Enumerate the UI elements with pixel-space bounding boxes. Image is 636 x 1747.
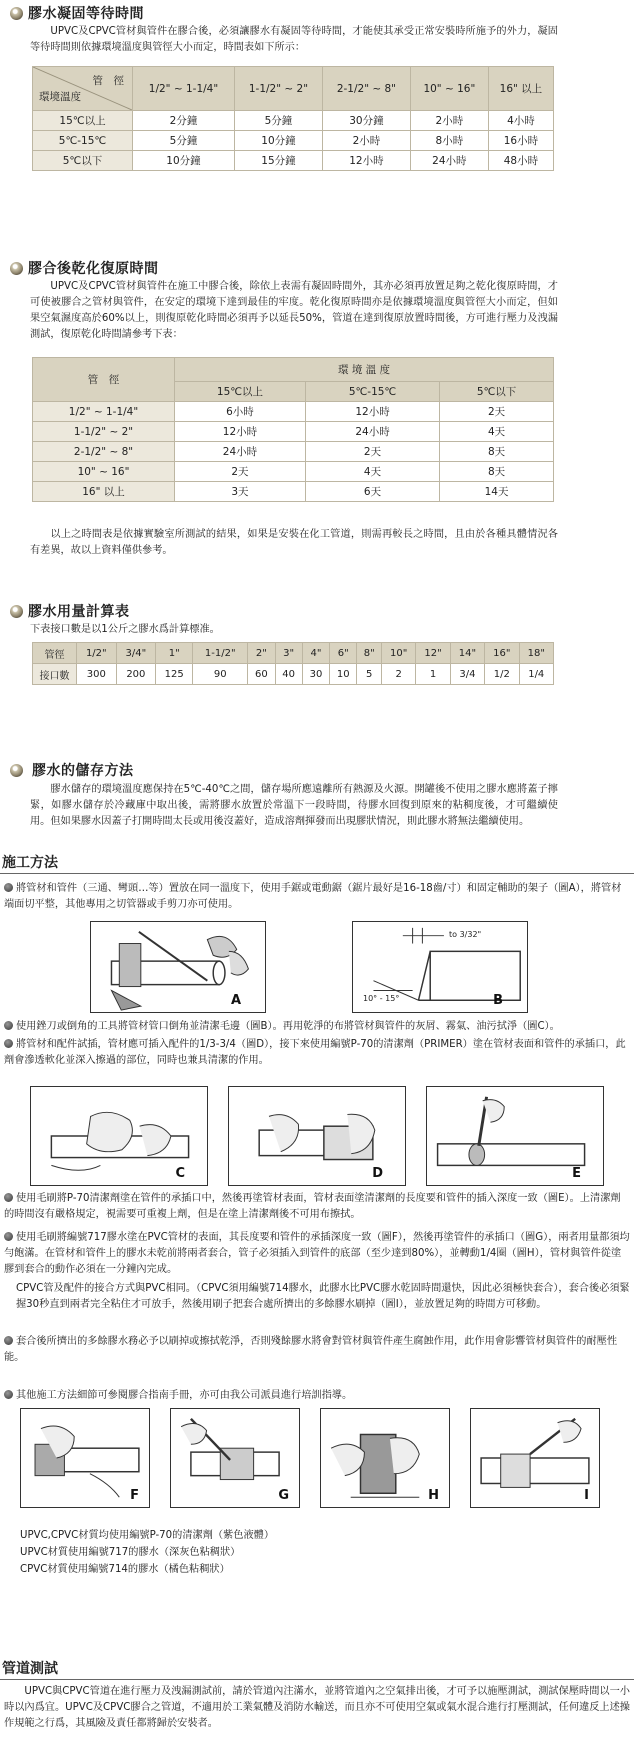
row-label: 1-1/2" ~ 2" [33, 422, 175, 442]
test-paragraph [4, 1684, 630, 1732]
table-cell: 30 [302, 664, 329, 685]
row-label: 15℃以上 [33, 111, 133, 131]
figure-g [170, 1408, 300, 1508]
table-cell: 6天 [305, 482, 439, 502]
row-label: 16" 以上 [33, 482, 175, 502]
method-step [4, 1334, 630, 1366]
table-row [33, 664, 554, 685]
table-cell: 14天 [440, 482, 554, 502]
table-cell: 125 [156, 664, 193, 685]
drying-note-text: 以上之時間表是依據實驗室所測試的結果，如果是安裝在化工管道，則需再較長之時間，且由於各種具體情況各有差異，故以上資料僅供參考。 [30, 529, 558, 556]
table-cell: 10" [382, 643, 416, 664]
table-cell: 3/4" [116, 643, 156, 664]
method-step [4, 1191, 630, 1223]
table-cell: 24小時 [175, 442, 306, 462]
table-cell: 60 [248, 664, 275, 685]
drying-subcol: 5℃以下 [440, 382, 554, 402]
table-cell: 2天 [305, 442, 439, 462]
table-cell: 2天 [175, 462, 306, 482]
bullet-dot-icon [4, 1390, 13, 1399]
method-step [4, 1019, 630, 1035]
curing-time-table [32, 66, 554, 171]
table-cell: 18" [519, 643, 553, 664]
table-cell: 2天 [440, 402, 554, 422]
bullet-dot-icon [4, 1193, 13, 1202]
storage-text: 膠水儲存的環境溫度應保持在5℃-40℃之間，儲存場所應遠離所有熱源及火源。開罐後不使用之膠水應將蓋子擰緊，如膠水儲存於冷藏庫中取出後，需將膠水放置於常溫下一段時間，待膠水回復到原來的粘稠度後，才可繼續使用。但如果膠水因蓋子打開時間太長或用後沒蓋好，造成溶劑揮發而出現膠狀情況，則此膠水將無法繼續使用。 [30, 784, 558, 827]
drying-header-env: 環 境 溫 度 [175, 358, 554, 382]
table-cell: 1/2 [485, 664, 519, 685]
section-bullet-icon [10, 7, 23, 20]
table-cell: 4天 [440, 422, 554, 442]
glue-usage-table [32, 642, 554, 685]
method-step-cpvc: CPVC管及配件的接合方式與PVC相同。（CPVC須用編號714膠水，此膠水比PVC膠水乾固時間還快，因此必須極快套合），套合後必須緊握30秒直到兩者完全粘住才可放手，然後用刷子把套合處所擠出的多餘膠水刷掉（圖I），並放置足夠的時間方可移動。 [16, 1283, 630, 1310]
drying-note [30, 527, 558, 559]
row-label: 5℃-15℃ [33, 131, 133, 151]
bullet-dot-icon [4, 1039, 13, 1048]
table-row [33, 482, 554, 502]
method-step [4, 1230, 630, 1278]
table-cell: 16小時 [488, 131, 553, 151]
table-cell: 10分鐘 [234, 131, 322, 151]
row-label: 2-1/2" ~ 8" [33, 442, 175, 462]
table-row [33, 462, 554, 482]
table-cell: 2小時 [322, 131, 410, 151]
figure-h [320, 1408, 450, 1508]
curing-col-header: 10" ~ 16" [410, 67, 488, 111]
curing-col-header: 1/2" ~ 1-1/4" [133, 67, 235, 111]
table-cell: 1/4 [519, 664, 553, 685]
method-step [4, 1037, 630, 1069]
table-cell: 1 [416, 664, 450, 685]
table-row [33, 151, 554, 171]
drying-subcol: 15℃以上 [175, 382, 306, 402]
figure-d [228, 1086, 406, 1186]
table-cell: 1" [156, 643, 193, 664]
table-cell: 4天 [305, 462, 439, 482]
method-step-text: 其他施工方法細節可參閱膠合指南手冊，亦可由我公司派員進行培訓指導。 [16, 1390, 353, 1401]
table-cell: 12" [416, 643, 450, 664]
bullet-dot-icon [4, 883, 13, 892]
section-title-drying: 膠合後乾化復原時間 [28, 261, 159, 277]
table-cell: 5分鐘 [234, 111, 322, 131]
curing-col-header: 16" 以上 [488, 67, 553, 111]
curing-col-header: 1-1/2" ~ 2" [234, 67, 322, 111]
table-cell: 24小時 [410, 151, 488, 171]
method-step-text: 將管材和配件試插，管材應可插入配件的1/3-3/4（圖D），接下來使用編號P-70的清潔劑（PRIMER）塗在管材表面和管件的承插口，此劑會滲透軟化並深入擦過的部位，同時也兼具清潔的作用。 [4, 1039, 626, 1066]
row-label: 1/2" ~ 1-1/4" [33, 402, 175, 422]
table-cell: 10 [330, 664, 357, 685]
table-cell: 200 [116, 664, 156, 685]
figure-letter: E [572, 1166, 581, 1181]
drying-paragraph [30, 279, 558, 343]
table-row [33, 422, 554, 442]
curing-paragraph [30, 24, 558, 56]
figure-e [426, 1086, 604, 1186]
table-cell: 1-1/2" [193, 643, 248, 664]
table-cell: 2 [382, 664, 416, 685]
table-cell: 5 [357, 664, 382, 685]
table-cell: 90 [193, 664, 248, 685]
drying-time-table [32, 357, 554, 502]
method-step [4, 1388, 630, 1404]
drying-header-pipe: 管 徑 [33, 358, 175, 402]
material-note: UPVC,CPVC材質均使用編號P-70的清潔劑（紫色液體） [20, 1530, 275, 1541]
curing-col-header: 2-1/2" ~ 8" [322, 67, 410, 111]
curing-header-pipe: 管 徑 [92, 75, 124, 87]
table-cell: 48小時 [488, 151, 553, 171]
drying-text: UPVC及CPVC管材與管件在施工中膠合後，除依上表需有凝固時間外，其亦必須再放置足夠之乾化復原時間，才可使被膠合之管材與管件，在安定的環境下達到最佳的牢度。乾化復原時間亦是依據環境溫度與管徑大小而定，但如果空氣濕度高於60%以上，則復原乾化時間必須再予以延長50%，管道在達到復原放置時間後，方可進行壓力及洩漏測試，復原乾化時間請參考下表： [30, 281, 558, 340]
table-cell: 2小時 [410, 111, 488, 131]
method-step-text: 使用毛刷將P-70清潔劑塗在管件的承插口中，然後再塗管材表面，管材表面塗清潔劑的長度要和管件的插入深度一致（圖E）。上清潔劑的時間沒有嚴格規定，視需要可重複上劑，但是在塗上清潔劑後不可用布擦拭。 [4, 1193, 621, 1220]
table-cell: 24小時 [305, 422, 439, 442]
usage-paragraph: 下表接口數是以1公斤之膠水爲計算標准。 [30, 624, 220, 635]
row-label: 5℃以下 [33, 151, 133, 171]
table-cell: 6小時 [175, 402, 306, 422]
storage-paragraph [30, 782, 558, 830]
method-step [4, 881, 630, 913]
table-cell: 8天 [440, 462, 554, 482]
method-step-text: 使用銼刀或倒角的工具將管材管口倒角並清潔毛邊（圖B）。再用乾淨的布將管材與管件的灰屑、霧氣、油污拭淨（圖C）。 [16, 1021, 560, 1032]
method-step-text: 使用毛刷將編號717膠水塗在PVC管材的表面，其長度要和管件的承插深度一致（圖F），然後再塗管件的承插口（圖G），兩者用量都須均勻飽滿。在管材和管件上的膠水未乾前將兩者套合，管子必須插入到管件的底部（至少達到80%），並轉動1/4圈（圖H），管材與管件從塗膠到套合的動作必須在一分鐘內完成。 [4, 1232, 630, 1275]
method-step-text: 套合後所擠出的多餘膠水務必予以刷掉或擦拭乾淨，否則殘餘膠水將會對管材與管件產生腐蝕作用，此作用會影響管材與管件的耐壓性能。 [4, 1336, 618, 1363]
figure-b-dimension: to 3/32" [449, 930, 482, 939]
figure-letter: G [278, 1488, 289, 1503]
figure-f [20, 1408, 150, 1508]
table-cell: 12小時 [175, 422, 306, 442]
figure-i [470, 1408, 600, 1508]
table-cell: 12小時 [322, 151, 410, 171]
figure-letter: D [372, 1166, 383, 1181]
table-cell: 12小時 [305, 402, 439, 422]
curing-header-corner [33, 67, 133, 111]
figure-a [90, 921, 266, 1013]
table-cell: 8小時 [410, 131, 488, 151]
divider [0, 1679, 634, 1680]
table-row [33, 111, 554, 131]
figure-letter: C [175, 1166, 185, 1181]
table-cell: 8" [357, 643, 382, 664]
table-cell: 1/2" [77, 643, 117, 664]
method-step-text: 將管材和管件（三通、彎頭…等）置放在同一溫度下，使用手鋸或電動鋸（鋸片最好是16-18齒/寸）和固定輔助的架子（圖A），將管材端面切平整，其他專用之切管器或手剪刀亦可使用。 [4, 883, 622, 910]
test-text: UPVC與CPVC管道在進行壓力及洩漏測試前，請於管道內注滿水，並將管道內之空氣排出後，才可予以施壓測試，測試保壓時間以一小時以內爲宜。UPVC及CPVC膠合之管道，不適用於工業氣體及消防水輸送，而且亦不可使用空氣或氣水混合進行打壓測試，任何違反上述操作規範之行爲，其風險及責任都將歸於安裝者。 [4, 1686, 630, 1729]
figure-letter: A [230, 993, 241, 1008]
table-cell: 16" [485, 643, 519, 664]
figure-letter: H [428, 1488, 439, 1503]
bullet-dot-icon [4, 1021, 13, 1030]
material-note: UPVC材質使用編號717的膠水（深灰色粘稠狀） [20, 1547, 241, 1558]
test-title: 管道測試 [2, 1661, 58, 1677]
table-row [33, 131, 554, 151]
table-cell: 3天 [175, 482, 306, 502]
section-bullet-icon [10, 262, 23, 275]
table-cell: 4" [302, 643, 329, 664]
curing-header-temp: 環境溫度 [39, 91, 81, 103]
table-cell: 300 [77, 664, 117, 685]
table-cell: 8天 [440, 442, 554, 462]
table-cell: 14" [450, 643, 484, 664]
table-row [33, 402, 554, 422]
table-cell: 4小時 [488, 111, 553, 131]
figure-letter: B [493, 993, 503, 1008]
figure-c [30, 1086, 208, 1186]
drying-subcol: 5℃-15℃ [305, 382, 439, 402]
bullet-dot-icon [4, 1336, 13, 1345]
table-cell: 15分鐘 [234, 151, 322, 171]
table-row [33, 442, 554, 462]
divider [0, 873, 634, 874]
figure-b-angle: 10° - 15° [363, 994, 400, 1003]
table-cell: 3" [275, 643, 302, 664]
curing-text: UPVC及CPVC管材與管件在膠合後，必須讓膠水有凝固等待時間，才能使其承受正常安裝時所施予的外力，凝固等待時間則依據環境溫度與管徑大小而定，時間表如下所示： [30, 26, 558, 53]
table-row [33, 643, 554, 664]
table-cell: 30分鐘 [322, 111, 410, 131]
table-cell: 40 [275, 664, 302, 685]
section-title-usage: 膠水用量計算表 [28, 604, 130, 620]
row-label: 管徑 [33, 643, 77, 664]
section-bullet-icon [10, 764, 23, 777]
table-cell: 10分鐘 [133, 151, 235, 171]
table-cell: 2分鐘 [133, 111, 235, 131]
table-cell: 3/4 [450, 664, 484, 685]
figure-letter: F [130, 1488, 139, 1503]
section-bullet-icon [10, 605, 23, 618]
table-cell: 5分鐘 [133, 131, 235, 151]
row-label: 10" ~ 16" [33, 462, 175, 482]
section-title-storage: 膠水的儲存方法 [32, 763, 134, 779]
section-title-curing: 膠水凝固等待時間 [28, 6, 144, 22]
figure-b [352, 921, 528, 1013]
method-title: 施工方法 [2, 855, 58, 871]
table-cell: 6" [330, 643, 357, 664]
figure-letter: I [584, 1488, 589, 1503]
material-note: CPVC材質使用編號714的膠水（橘色粘稠狀） [20, 1564, 230, 1575]
table-cell: 2" [248, 643, 275, 664]
bullet-dot-icon [4, 1232, 13, 1241]
row-label: 接口數 [33, 664, 77, 685]
